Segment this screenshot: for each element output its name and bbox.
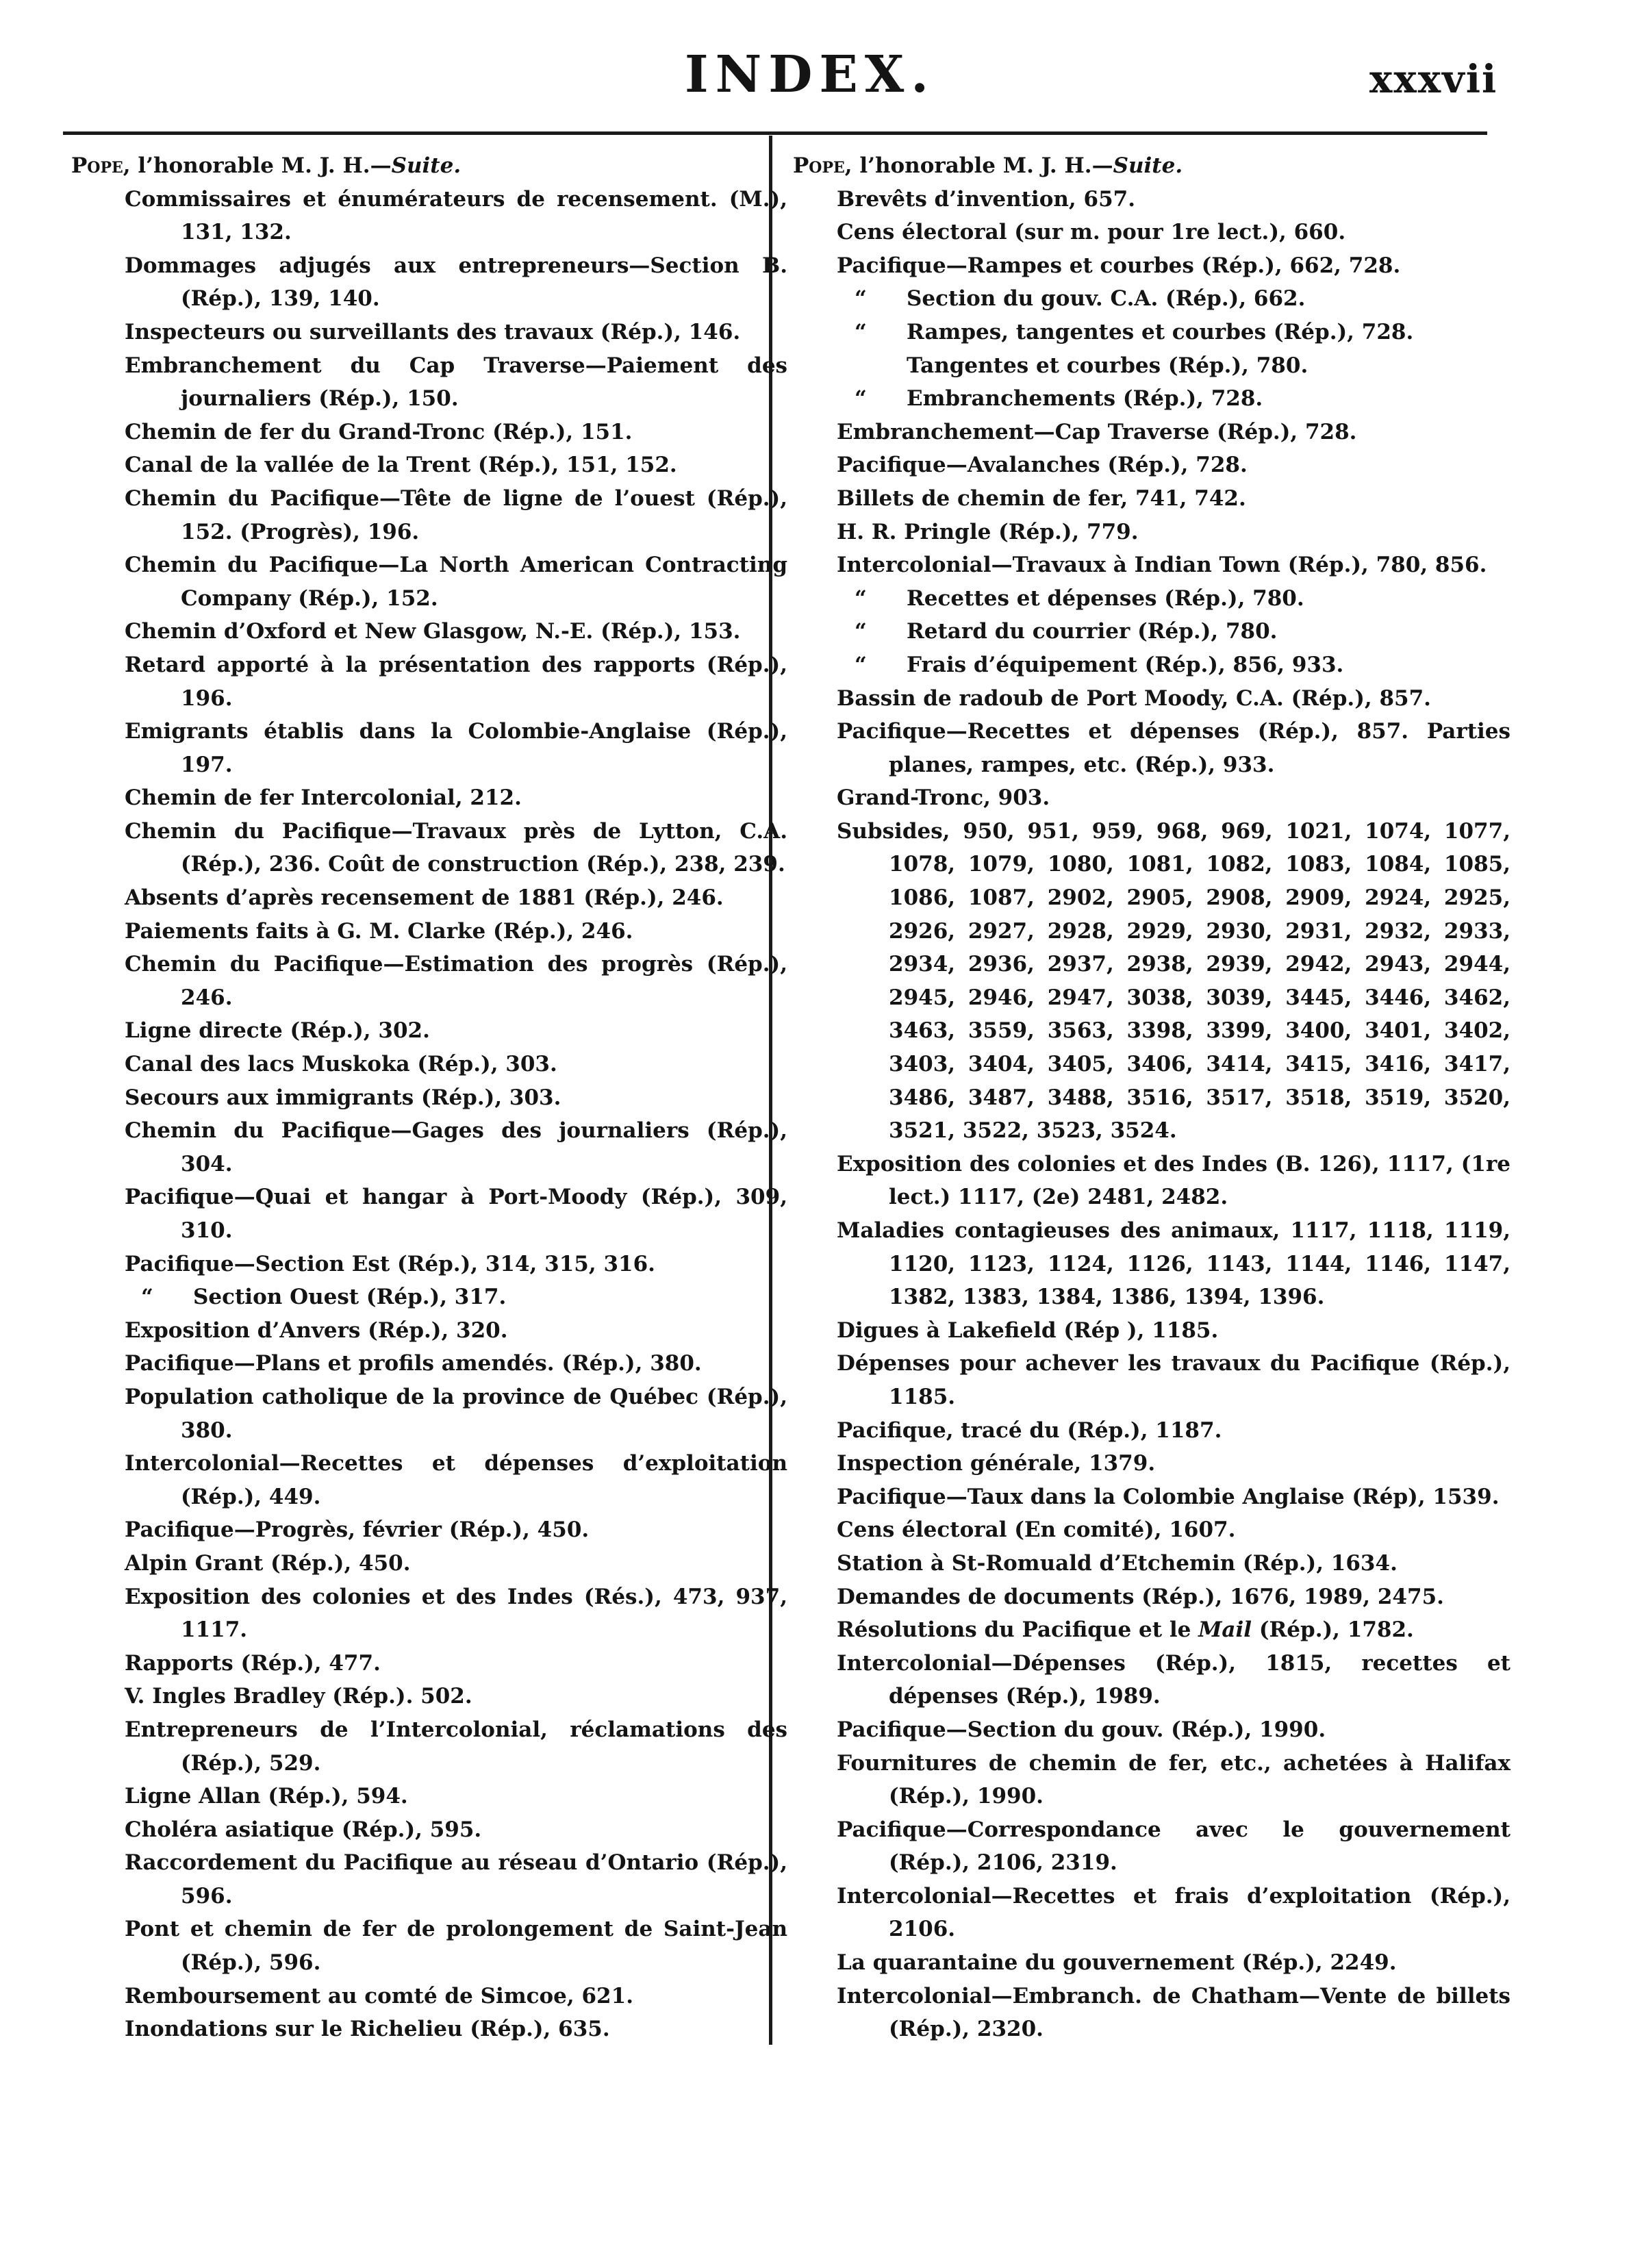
left-column — [71, 149, 787, 2046]
subentry-text: Retard du courrier (Rép.), 780. — [907, 619, 1278, 644]
page-number: xxxvii — [1369, 57, 1498, 102]
index-entry: Intercolonial—Recettes et dépenses d’exploitation (Rép.), 449. — [125, 1451, 787, 1509]
index-entry: Chemin du Pacifique—Estimation des progrès (Rép.), 246. — [125, 952, 787, 1010]
ditto-mark: “ — [855, 386, 867, 412]
index-subentry — [793, 282, 1510, 316]
heading-suite: Suite. — [391, 153, 462, 178]
subentry-text: Embranchements (Rép.), 728. — [907, 386, 1263, 412]
index-entry: V. Ingles Bradley (Rép.). 502. — [125, 1684, 472, 1709]
subentry-text: Frais d’équipement (Rép.), 856, 933. — [907, 652, 1344, 677]
index-entry: Dommages adjugés aux entrepreneurs—Section B. (Rép.), 139, 140. — [125, 253, 787, 312]
subentry-text: Tangentes et courbes (Rép.), 780. — [907, 353, 1308, 378]
index-entry: Chemin d’Oxford et New Glasgow, N.-E. (Rép.), 153. — [125, 619, 741, 644]
index-entry: Intercolonial—Embranch. de Chatham—Vente de billets (Rép.), 2320. — [837, 1983, 1510, 2042]
index-entry: Secours aux immigrants (Rép.), 303. — [125, 1085, 561, 1110]
index-entry: Grand-Tronc, 903. — [837, 785, 1050, 811]
ditto-mark: “ — [855, 286, 867, 312]
index-entry: Cens électoral (sur m. pour 1re lect.), 660. — [837, 220, 1346, 245]
right-column-heading — [793, 149, 1510, 183]
index-entry: Absents d’après recensement de 1881 (Rép.), 246. — [125, 885, 724, 911]
index-entry: Inspection générale, 1379. — [837, 1451, 1156, 1476]
index-entry: Intercolonial—Travaux à Indian Town (Rép.), 780, 856. — [837, 553, 1487, 578]
subentry-text: Recettes et dépenses (Rép.), 780. — [907, 585, 1304, 611]
index-entry: Chemin du Pacifique—Gages des journaliers (Rép.), 304. — [125, 1118, 787, 1176]
index-entry: Dépenses pour achever les travaux du Pacifique (Rép.), 1185. — [837, 1351, 1510, 1409]
heading-rest: , l’honorable M. J. H.— — [844, 153, 1113, 178]
index-entry: Pacifique—Avalanches (Rép.), 728. — [837, 453, 1248, 478]
index-entry: Chemin du Pacifique—Tête de ligne de l’ouest (Rép.), 152. (Progrès), 196. — [125, 486, 787, 544]
index-entry: Billets de chemin de fer, 741, 742. — [837, 486, 1246, 511]
ditto-mark: “ — [855, 652, 867, 677]
subentry-text: Rampes, tangentes et courbes (Rép.), 728. — [907, 319, 1414, 344]
page-title: INDEX. — [685, 45, 936, 104]
index-entry: Inspecteurs ou surveillants des travaux (Rép.), 146. — [125, 319, 741, 344]
index-entry: Digues à Lakefield (Rép ), 1185. — [837, 1318, 1219, 1343]
index-entry: Station à St-Romuald d’Etchemin (Rép.), 1634. — [837, 1550, 1398, 1576]
index-entry: Emigrants établis dans la Colombie-Anglaise (Rép.), 197. — [125, 719, 787, 777]
ditto-mark: “ — [855, 619, 867, 644]
header-rule — [63, 131, 1487, 135]
index-entry: H. R. Pringle (Rép.), 779. — [837, 519, 1139, 544]
index-entry: Chemin du Pacifique—Travaux près de Lytton, C.A. (Rép.), 236. Coût de construction (Rép.), 238, 239. — [125, 818, 787, 877]
index-entry: Maladies contagieuses des animaux, 1117, 1118, 1119, 1120, 1123, 1124, 1126, 1143, 1144, 1146, 1147, 1382, 1383, 1384, 1386, 1394, 1396. — [837, 1218, 1510, 1310]
index-entry: Chemin du Pacifique—La North American Contracting Company (Rép.), 152. — [125, 553, 787, 611]
index-entry: Population catholique de la province de Québec (Rép.), 380. — [125, 1384, 787, 1443]
index-entry: Cens électoral (En comité), 1607. — [837, 1517, 1236, 1543]
index-entry: Exposition d’Anvers (Rép.), 320. — [125, 1318, 508, 1343]
index-entry: Chemin de fer Intercolonial, 212. — [125, 785, 522, 811]
index-entry: Pont et chemin de fer de prolongement de Saint-Jean (Rép.), 596. — [125, 1917, 787, 1976]
index-entry: Embranchement—Cap Traverse (Rép.), 728. — [837, 419, 1357, 444]
index-entry: Subsides, 950, 951, 959, 968, 969, 1021, 1074, 1077, 1078, 1079, 1080, 1081, 1082, 1083, 1084, 1085, 1086, 1087, 2902, 2905, 2908, 2909, 2924, 2925, 2926, 2927, 2928, 2929, 2930, 2931, 2932, 2933, 2934, 2936, 2937, 2938, 2939, 2942, 2943, 2944, 2945, 2946, 2947, 3038, 3039, 3445, 3446, 3462, 3463, 3559, 3563, 3398, 3399, 3400, 3401, 3402, 3403, 3404, 3405, 3406, 3414, 3415, 3416, 3417, 3486, 3487, 3488, 3516, 3517, 3518, 3519, 3520, 3521, 3522, 3523, 3524. — [837, 818, 1510, 1144]
index-entry: Ligne directe (Rép.), 302. — [125, 1018, 430, 1044]
index-subentry — [793, 648, 1510, 682]
left-column-heading — [71, 149, 787, 183]
index-entry: Chemin de fer du Grand-Tronc (Rép.), 151. — [125, 419, 633, 444]
index-entry: Intercolonial—Recettes et frais d’exploitation (Rép.), 2106. — [837, 1883, 1510, 1942]
index-entry: Remboursement au comté de Simcoe, 621. — [125, 1983, 633, 2008]
right-column — [793, 149, 1510, 2046]
index-entry: Exposition des colonies et des Indes (B. 126), 1117, (1re lect.) 1117, (2e) 2481, 2482. — [837, 1151, 1510, 1210]
index-entry: Brevêts d’invention, 657. — [837, 186, 1136, 212]
index-subentry — [793, 615, 1510, 648]
index-entry: Entrepreneurs de l’Intercolonial, réclamations des (Rép.), 529. — [125, 1717, 787, 1776]
index-entry: La quarantaine du gouvernement (Rép.), 2249. — [837, 1950, 1397, 1976]
index-subentry — [793, 349, 1510, 383]
index-entry: Pacifique—Section du gouv. (Rép.), 1990. — [837, 1717, 1326, 1742]
ditto-mark: “ — [141, 1285, 153, 1310]
index-entry: Intercolonial—Dépenses (Rép.), 1815, recettes et dépenses (Rép.), 1989. — [837, 1650, 1510, 1709]
index-entry: Rapports (Rép.), 477. — [125, 1650, 381, 1676]
index-entry: Retard apporté à la présentation des rapports (Rép.), 196. — [125, 652, 787, 711]
index-entry: Pacifique—Recettes et dépenses (Rép.), 857. Parties planes, rampes, etc. (Rép.), 933. — [837, 719, 1510, 777]
index-entry: Pacifique—Section Est (Rép.), 314, 315, 316. — [125, 1251, 655, 1276]
entry-text: (Rép.), 1782. — [1252, 1617, 1414, 1643]
index-entry: Inondations sur le Richelieu (Rép.), 635. — [125, 2017, 610, 2042]
index-entry: Pacifique, tracé du (Rép.), 1187. — [837, 1418, 1222, 1443]
index-entry: Pacifique—Rampes et courbes (Rép.), 662, 728. — [837, 253, 1401, 278]
heading-suite: Suite. — [1113, 153, 1183, 178]
index-entry: Alpin Grant (Rép.), 450. — [125, 1550, 411, 1576]
ditto-mark: “ — [855, 319, 867, 344]
index-entry: Bassin de radoub de Port Moody, C.A. (Rép.), 857. — [837, 685, 1431, 711]
index-entry: Embranchement du Cap Traverse—Paiement des journaliers (Rép.), 150. — [125, 353, 787, 412]
subentry-text: Section Ouest (Rép.), 317. — [193, 1285, 507, 1310]
index-entry: Exposition des colonies et des Indes (Rés.), 473, 937, 1117. — [125, 1584, 787, 1643]
index-entry: Pacifique—Plans et profils amendés. (Rép.), 380. — [125, 1351, 702, 1376]
heading-rest: , l’honorable M. J. H.— — [123, 153, 392, 178]
index-entry: Canal de la vallée de la Trent (Rép.), 151, 152. — [125, 453, 677, 478]
index-entry: Choléra asiatique (Rép.), 595. — [125, 1817, 482, 1842]
index-subentry — [793, 382, 1510, 416]
index-entry: Canal des lacs Muskoka (Rép.), 303. — [125, 1052, 557, 1077]
heading-name: Pope — [793, 153, 845, 178]
index-entry: Paiements faits à G. M. Clarke (Rép.), 246. — [125, 918, 633, 944]
index-entry — [793, 1613, 1510, 1647]
index-entry: Pacifique—Quai et hangar à Port-Moody (Rép.), 309, 310. — [125, 1185, 787, 1243]
index-entry: Ligne Allan (Rép.), 594. — [125, 1784, 408, 1809]
index-entry: Fournitures de chemin de fer, etc., achetées à Halifax (Rép.), 1990. — [837, 1750, 1510, 1809]
subentry-text: Section du gouv. C.A. (Rép.), 662. — [907, 286, 1306, 312]
index-entry: Raccordement du Pacifique au réseau d’Ontario (Rép.), 596. — [125, 1850, 787, 1908]
index-entry: Pacifique—Correspondance avec le gouvernement (Rép.), 2106, 2319. — [837, 1817, 1510, 1876]
index-subentry — [793, 582, 1510, 616]
index-subentry — [71, 1281, 787, 1314]
entry-italic: Mail — [1198, 1617, 1252, 1643]
ditto-mark: “ — [855, 585, 867, 611]
index-entry: Demandes de documents (Rép.), 1676, 1989, 2475. — [837, 1584, 1444, 1609]
index-entry: Pacifique—Taux dans la Colombie Anglaise (Rép), 1539. — [837, 1484, 1500, 1509]
index-entry: Commissaires et énumérateurs de recensement. (M.), 131, 132. — [125, 186, 787, 245]
entry-text: Résolutions du Pacifique et le — [837, 1617, 1199, 1643]
index-entry: Pacifique—Progrès, février (Rép.), 450. — [125, 1517, 590, 1543]
heading-name: Pope — [71, 153, 123, 178]
index-subentry — [793, 316, 1510, 349]
